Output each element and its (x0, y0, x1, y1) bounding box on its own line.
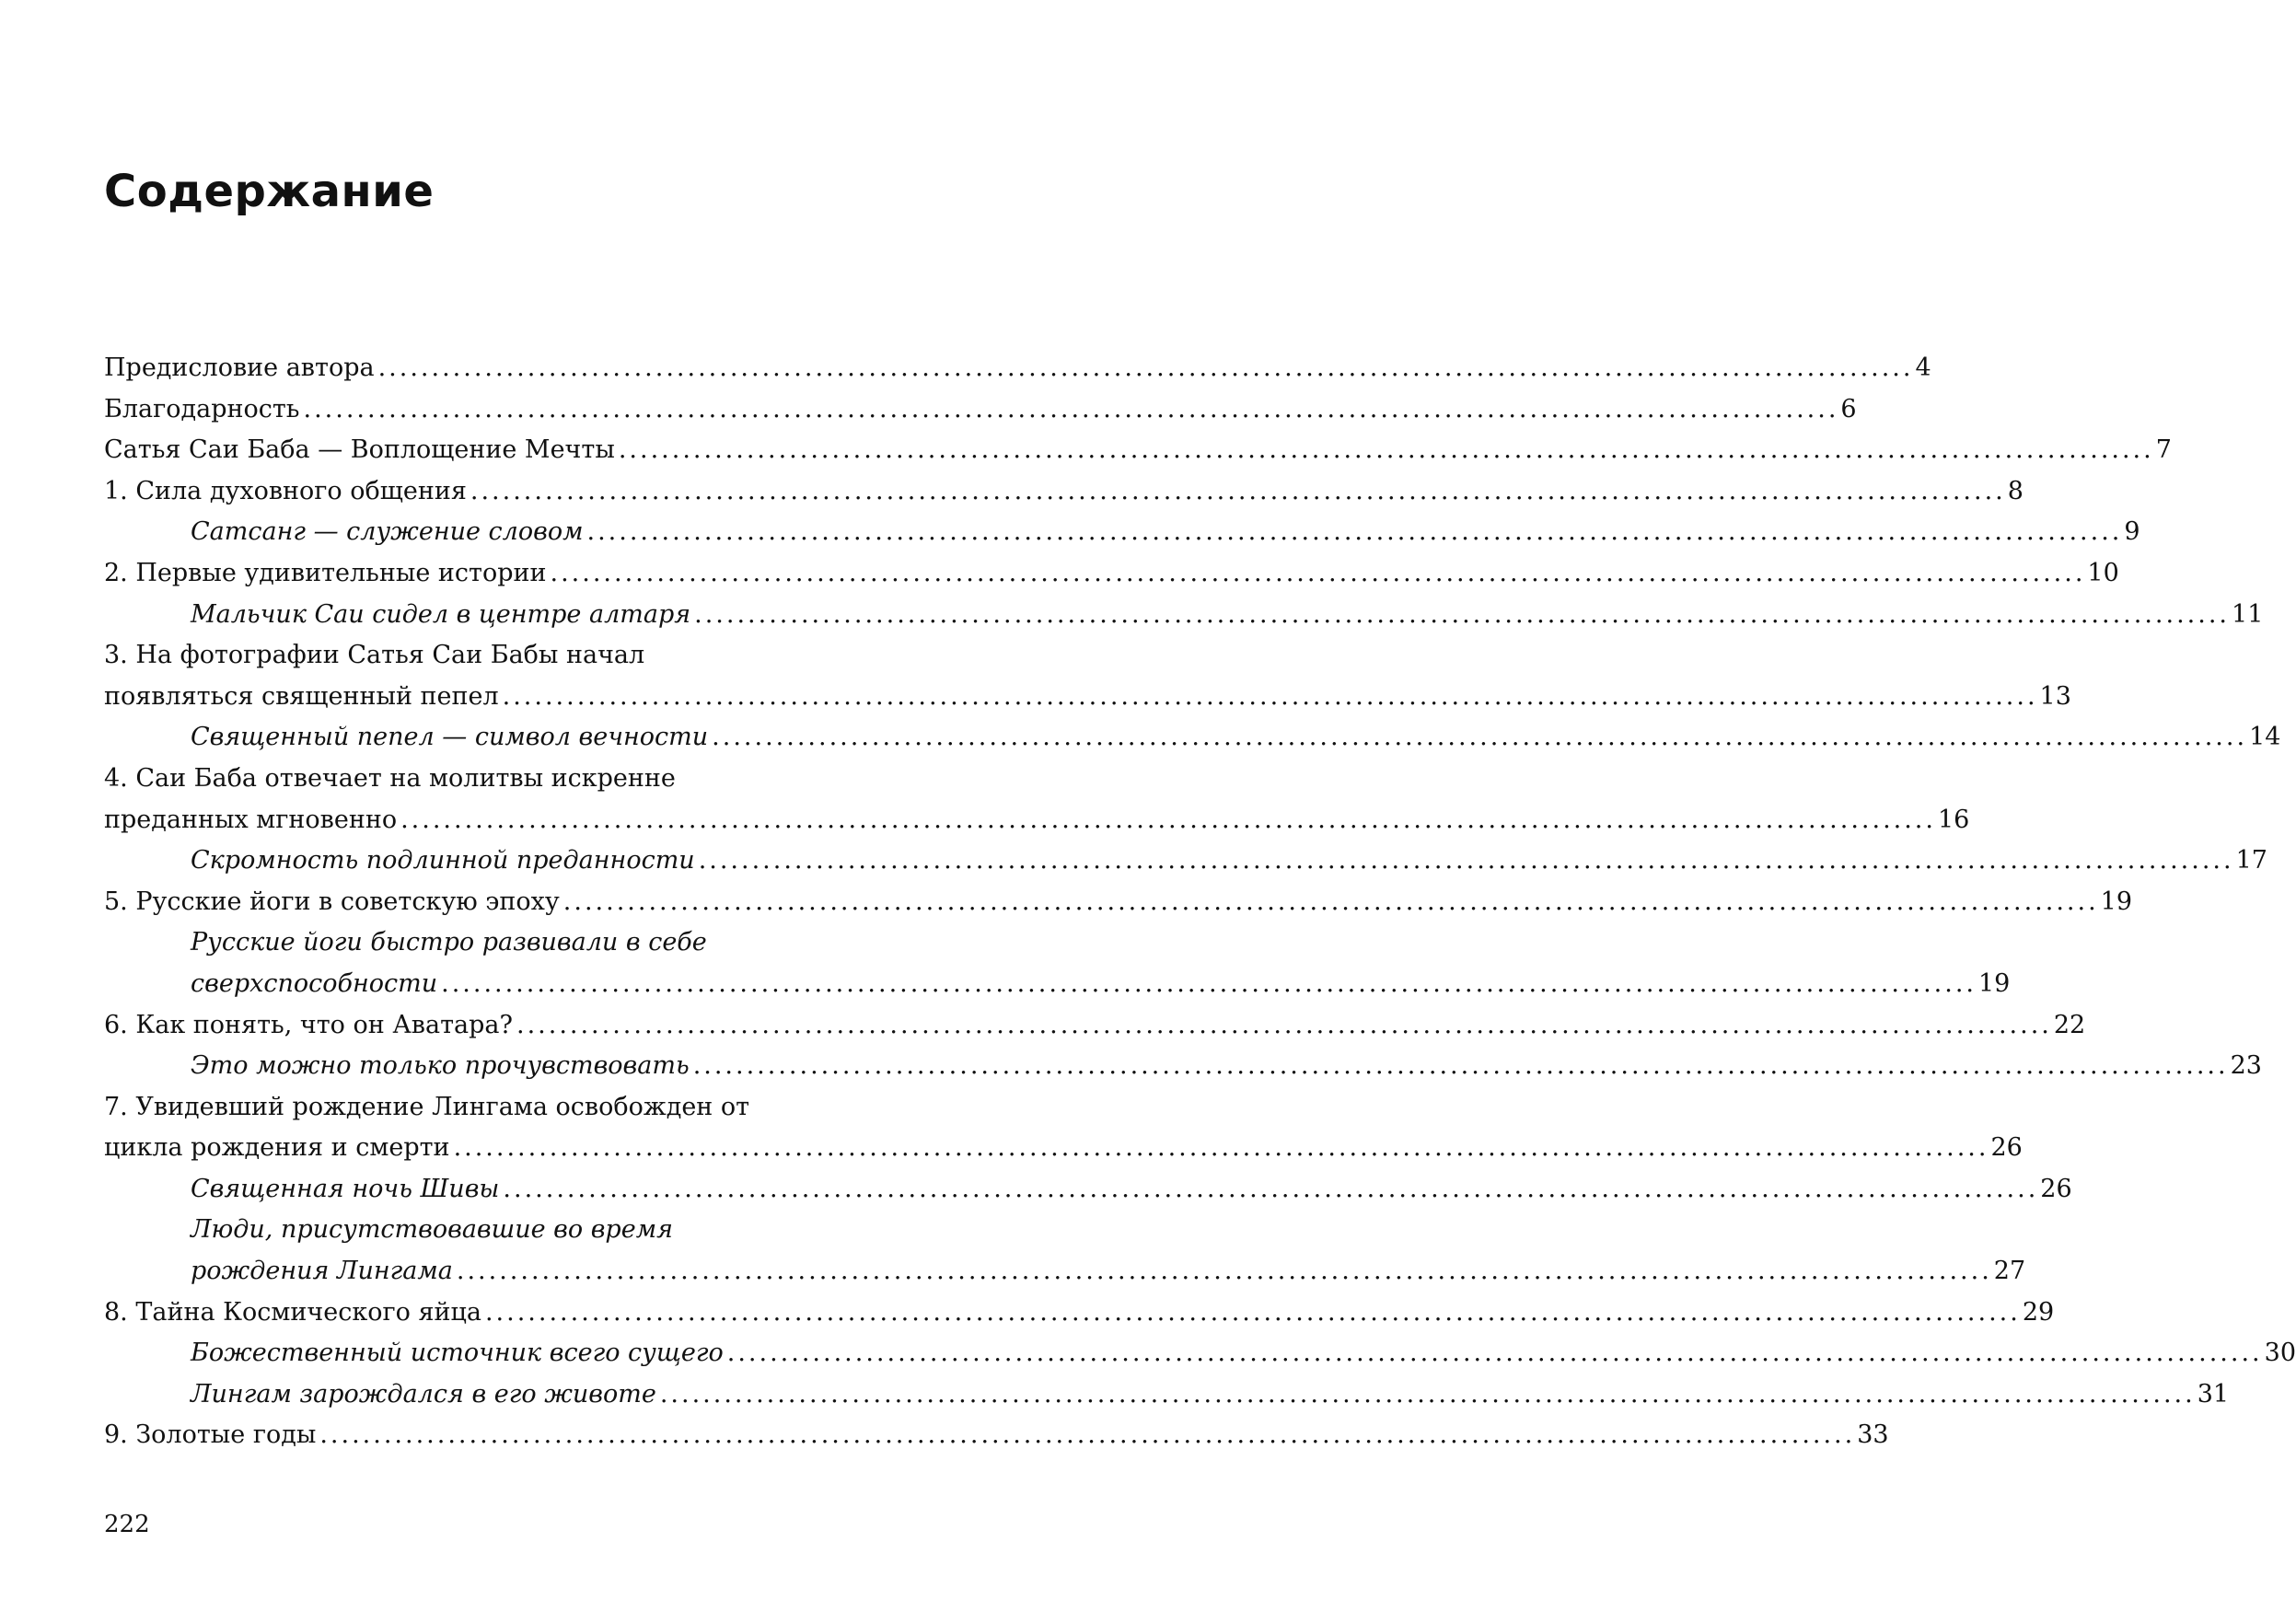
toc-entry (104, 1415, 1889, 1456)
toc-entry-page: 14 (2249, 723, 2281, 752)
toc-entry-title: преданных мгновенно (104, 805, 398, 834)
toc-entry-page: 6 (1840, 394, 1857, 423)
toc-entry-page: 17 (2235, 846, 2267, 875)
toc-entry-title: Сатья Саи Баба — Воплощение Мечты (104, 435, 615, 465)
dot-leader: ................................................................................................................................................ (550, 558, 2086, 587)
dot-leader: ................................................................................................................................................ (516, 1010, 2052, 1039)
page-title: Содержание (104, 166, 435, 217)
toc-entry-page: 31 (2197, 1379, 2230, 1409)
toc-entry-page: 33 (1857, 1420, 1889, 1450)
table-of-contents (104, 348, 2296, 1456)
dot-leader: ................................................................................................................................................ (692, 1051, 2229, 1081)
toc-entry-title: сверхспособности (191, 968, 438, 998)
toc-subentry (104, 1046, 2262, 1087)
toc-subentry (104, 512, 2140, 553)
toc-entry-title: Священный пепел — символ вечности (191, 723, 709, 752)
toc-entry-title: появляться священный пепел (104, 681, 499, 711)
dot-leader: ................................................................................................................................................ (400, 805, 1936, 834)
toc-subentry-continuation (104, 964, 2011, 1005)
toc-subentry (104, 1210, 867, 1251)
dot-leader: ................................................................................................................................................ (712, 723, 2248, 752)
toc-entry-page: 30 (2264, 1339, 2296, 1368)
toc-entry-title: 6. Как понять, что он Аватара? (104, 1010, 513, 1039)
toc-entry-continuation (104, 800, 1970, 841)
toc-entry (104, 389, 1857, 431)
dot-leader: ................................................................................................................................................ (441, 968, 1977, 998)
toc-entry-title: 2. Первые удивительные истории (104, 558, 547, 587)
toc-entry-continuation (104, 677, 2071, 718)
toc-entry-page: 26 (2040, 1174, 2072, 1203)
toc-subentry (104, 1333, 2296, 1374)
toc-entry-title: 5. Русские йоги в советскую эпоху (104, 887, 560, 916)
dot-leader: ................................................................................................................................................ (377, 354, 1914, 382)
toc-entry-page: 10 (2087, 558, 2119, 587)
dot-leader: ................................................................................................................................................ (319, 1420, 1856, 1450)
toc-entry-page: 7 (2155, 435, 2172, 465)
toc-entry-page: 23 (2230, 1051, 2262, 1081)
toc-entry (104, 1087, 867, 1129)
dot-leader: ................................................................................................................................................ (726, 1339, 2263, 1368)
toc-entry-title: 8. Тайна Космического яйца (104, 1297, 481, 1327)
dot-leader: ................................................................................................................................................ (562, 887, 2099, 916)
dot-leader: ................................................................................................................................................ (698, 846, 2234, 875)
toc-subentry (104, 1169, 2072, 1211)
toc-entry-title: 4. Саи Баба отвечает на молитвы искренне (104, 763, 676, 793)
toc-entry (104, 882, 2133, 923)
toc-subentry (104, 1374, 2230, 1416)
toc-entry-title: Благодарность (104, 394, 300, 423)
toc-entry-continuation (104, 1128, 2023, 1169)
toc-entry-page: 11 (2232, 599, 2264, 629)
dot-leader: ................................................................................................................................................ (470, 476, 2006, 505)
toc-entry-title: Священная ночь Шивы (191, 1174, 500, 1203)
toc-subentry (104, 840, 2267, 882)
toc-entry-title: Это можно только прочувствовать (191, 1051, 690, 1081)
toc-entry-title: Скромность подлинной преданности (191, 846, 695, 875)
toc-entry-title: 9. Золотые годы (104, 1420, 317, 1450)
toc-entry-page: 22 (2053, 1010, 2086, 1039)
toc-entry (104, 430, 2172, 471)
page-number: 222 (104, 1511, 150, 1538)
toc-entry-title: рождения Лингама (191, 1257, 453, 1286)
dot-leader: ................................................................................................................................................ (456, 1257, 1992, 1286)
toc-subentry (104, 717, 2281, 759)
dot-leader: ................................................................................................................................................ (586, 517, 2123, 547)
toc-entry-page: 26 (1990, 1133, 2023, 1163)
dot-leader: ................................................................................................................................................ (694, 599, 2231, 629)
toc-entry-title: 1. Сила духовного общения (104, 476, 467, 505)
toc-entry-title: Предисловие автора (104, 354, 375, 382)
toc-entry-title: Божественный источник всего сущего (191, 1339, 724, 1368)
toc-entry-page: 9 (2124, 517, 2140, 547)
toc-entry-title: 3. На фотографии Сатья Саи Бабы начал (104, 641, 645, 670)
dot-leader: ................................................................................................................................................ (618, 435, 2154, 465)
toc-entry-title: 7. Увидевший рождение Лингама освобожден от (104, 1092, 750, 1121)
dot-leader: ................................................................................................................................................ (484, 1297, 2021, 1327)
toc-entry (104, 635, 867, 677)
dot-leader: ................................................................................................................................................ (503, 1174, 2039, 1203)
toc-entry-page: 29 (2022, 1297, 2055, 1327)
toc-entry-page: 8 (2007, 476, 2023, 505)
toc-entry-title: Лингам зарождался в его животе (191, 1379, 656, 1409)
toc-entry-title: Люди, присутствовавшие во время (191, 1215, 673, 1245)
toc-entry-title: цикла рождения и смерти (104, 1133, 450, 1163)
dot-leader: ................................................................................................................................................ (659, 1379, 2196, 1409)
toc-subentry (104, 595, 2264, 636)
toc-subentry (104, 922, 867, 964)
toc-entry (104, 471, 2023, 513)
toc-entry-page: 13 (2039, 681, 2071, 711)
toc-entry-title: Русские йоги быстро развивали в себе (191, 928, 707, 957)
toc-entry-page: 16 (1937, 805, 1970, 834)
toc-entry-page: 19 (1978, 968, 2011, 998)
toc-entry (104, 553, 2119, 595)
dot-leader: ................................................................................................................................................ (453, 1133, 1989, 1163)
toc-entry (104, 759, 867, 800)
toc-entry (104, 1293, 2055, 1334)
toc-entry-title: Сатсанг — служение словом (191, 517, 584, 547)
toc-entry-page: 19 (2100, 887, 2133, 916)
dot-leader: ................................................................................................................................................ (303, 394, 1839, 423)
toc-entry-page: 27 (1993, 1257, 2026, 1286)
dot-leader: ................................................................................................................................................ (502, 681, 2038, 711)
toc-subentry-continuation (104, 1251, 2026, 1293)
toc-entry-title: Мальчик Саи сидел в центре алтаря (191, 599, 691, 629)
toc-entry (104, 348, 1931, 389)
toc-entry (104, 1005, 2086, 1047)
toc-entry-page: 4 (1915, 354, 1931, 382)
